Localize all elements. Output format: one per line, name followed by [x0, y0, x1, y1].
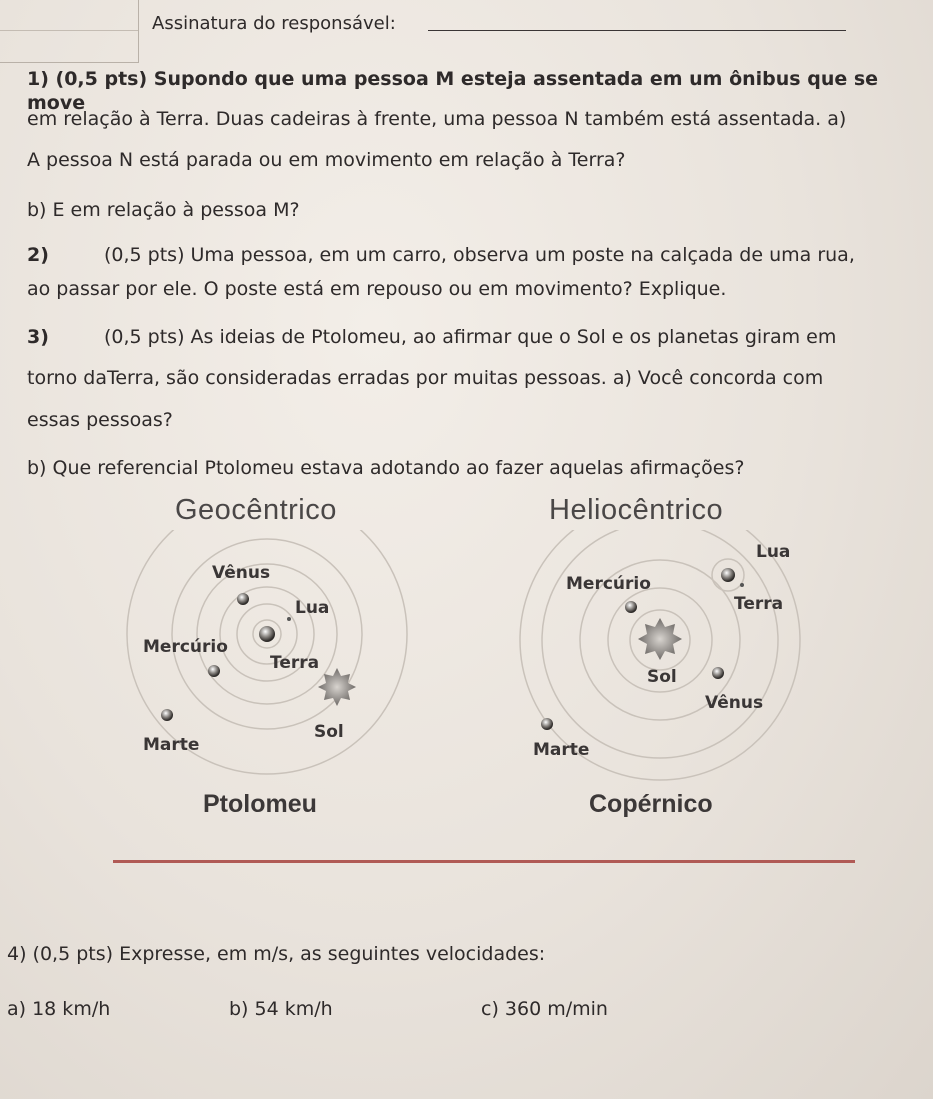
q4-c: c) 360 m/min: [481, 998, 608, 1020]
header-box: [0, 0, 139, 63]
helio-earth-icon: [721, 568, 735, 582]
geo-caption: Ptolomeu: [203, 790, 317, 818]
geo-mercury-icon: [208, 665, 220, 677]
helio-label-sol: Sol: [647, 667, 677, 687]
q3-number: 3): [27, 326, 49, 348]
geo-label-terra: Terra: [270, 653, 320, 673]
q4-b: b) 54 km/h: [229, 998, 333, 1020]
q2-number: 2): [27, 244, 49, 266]
geo-label-sol: Sol: [314, 722, 344, 742]
helio-label-mercurio: Mercúrio: [566, 574, 651, 594]
q1-line3: A pessoa N está parada ou em movimento em relação à Terra?: [27, 149, 626, 171]
helio-label-terra: Terra: [734, 594, 784, 614]
helio-label-venus: Vênus: [705, 693, 764, 713]
helio-mars-icon: [541, 718, 553, 730]
models-diagram: [0, 530, 933, 785]
helio-mercury-icon: [625, 601, 637, 613]
geo-earth-icon: [259, 626, 275, 642]
geo-label-marte: Marte: [143, 735, 200, 755]
q2-line1: (0,5 pts) Uma pessoa, em um carro, observa um poste na calçada de uma rua,: [104, 244, 855, 266]
q3-line3: essas pessoas?: [27, 409, 173, 431]
geo-sun-icon: [318, 668, 356, 706]
helio-sun-icon: [638, 618, 682, 660]
diagram-separator: [113, 860, 855, 863]
q2-line2: ao passar por ele. O poste está em repouso ou em movimento? Explique.: [27, 278, 727, 300]
helio-label-marte: Marte: [533, 740, 590, 760]
geo-venus-icon: [237, 593, 249, 605]
signature-label: Assinatura do responsável:: [152, 13, 396, 34]
geo-label-venus: Vênus: [212, 563, 271, 583]
q4-a: a) 18 km/h: [7, 998, 111, 1020]
q3-line2: torno daTerra, são consideradas erradas por muitas pessoas. a) Você concorda com: [27, 367, 824, 389]
geo-mars-icon: [161, 709, 173, 721]
geo-label-lua: Lua: [295, 598, 330, 618]
signature-line[interactable]: [428, 30, 846, 31]
q1-line4: b) E em relação à pessoa M?: [27, 199, 300, 221]
header-divider: [0, 30, 138, 31]
q3-line1: (0,5 pts) As ideias de Ptolomeu, ao afirmar que o Sol e os planetas giram em: [104, 326, 837, 348]
q4-line1: 4) (0,5 pts) Expresse, em m/s, as seguintes velocidades:: [7, 943, 546, 965]
geo-title: Geocêntrico: [175, 494, 337, 526]
q3-line4: b) Que referencial Ptolomeu estava adotando ao fazer aquelas afirmações?: [27, 457, 745, 479]
helio-moon-icon: [740, 583, 744, 587]
q1-line2: em relação à Terra. Duas cadeiras à frente, uma pessoa N também está assentada. a): [27, 108, 847, 130]
helio-caption: Copérnico: [589, 790, 713, 818]
helio-label-lua: Lua: [756, 542, 791, 562]
helio-title: Heliocêntrico: [549, 494, 724, 526]
geo-label-mercurio: Mercúrio: [143, 637, 228, 657]
helio-venus-icon: [712, 667, 724, 679]
geo-moon-icon: [287, 617, 291, 621]
q1-line1: 1) (0,5 pts) Supondo que uma pessoa M esteja assentada em um ônibus que se move: [27, 68, 879, 114]
